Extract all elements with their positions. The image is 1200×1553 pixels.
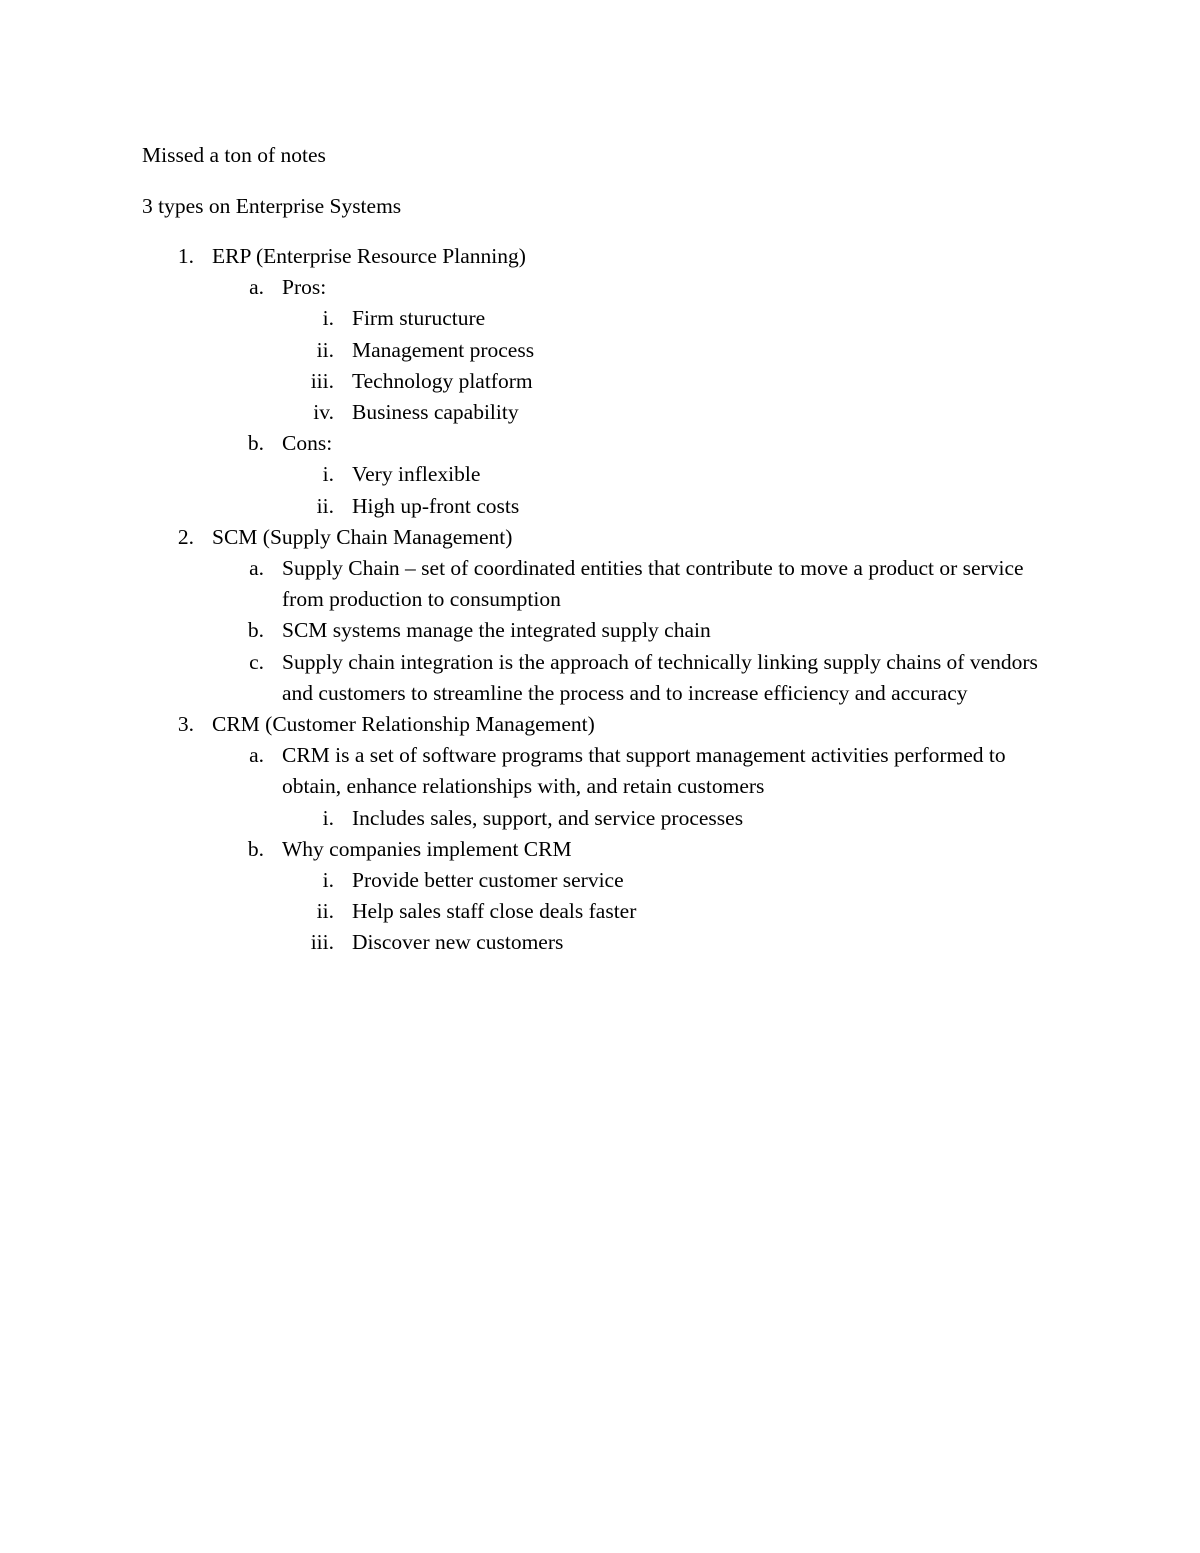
list-item: [0, 522, 1200, 553]
section-heading: 3 types on Enterprise Systems: [142, 194, 402, 218]
list-item: [0, 553, 1200, 615]
list-marker: 1.: [177, 244, 194, 268]
list-item: [0, 740, 1200, 802]
list-item-text: Technology platform: [352, 368, 533, 393]
list-marker: a.: [249, 275, 264, 300]
list-item: [0, 615, 1200, 646]
list-marker: i.: [322, 805, 334, 830]
list-marker: ii.: [316, 493, 334, 518]
list-item-text: Provide better customer service: [352, 868, 624, 893]
list-item: [0, 303, 1200, 334]
list-marker: ii.: [316, 337, 334, 362]
list-item: [0, 709, 1200, 740]
list-item-text: SCM systems manage the integrated supply chain: [282, 618, 711, 643]
list-item-text: Supply chain integration is the approach of technically linking supply chains of vendors and customers to streamline the process and to increase efficiency and accuracy: [282, 649, 1038, 705]
list-item-text: SCM (Supply Chain Management): [212, 524, 513, 549]
list-item-text: High up-front costs: [352, 493, 520, 518]
list-item: [0, 647, 1200, 709]
list-item-text: Firm sturucture: [352, 306, 486, 331]
list-marker: b.: [247, 431, 264, 456]
list-item-text: Cons:: [282, 431, 333, 456]
list-marker: b.: [247, 618, 264, 643]
list-item-text: Supply Chain – set of coordinated entities that contribute to move a product or service from production to consumption: [282, 556, 1024, 612]
list-item-text: Management process: [352, 337, 535, 362]
list-item: [0, 491, 1200, 522]
list-item: [0, 272, 1200, 303]
list-item: [0, 803, 1200, 834]
list-marker: c.: [249, 649, 264, 674]
list-marker: i.: [322, 306, 334, 331]
note-paragraph: Missed a ton of notes: [142, 143, 326, 167]
list-marker: 2.: [177, 524, 194, 549]
list-item-text: Discover new customers: [352, 930, 564, 955]
list-marker: iii.: [310, 368, 334, 393]
list-item-text: CRM is a set of software programs that support management activities performed to obtain, enhance relationships with, and retain customers: [282, 743, 1006, 799]
list-marker: iv.: [313, 400, 334, 425]
list-item-text: Why companies implement CRM: [282, 836, 572, 861]
list-item-text: Business capability: [352, 400, 519, 425]
list-marker: a.: [249, 556, 264, 581]
list-item-text: CRM (Customer Relationship Management): [212, 712, 595, 737]
list-item: [0, 397, 1200, 428]
list-marker: iii.: [310, 930, 334, 955]
list-item: [0, 865, 1200, 896]
list-item: [0, 241, 1200, 272]
list-marker: ii.: [316, 899, 334, 924]
list-item: [0, 896, 1200, 927]
list-item: [0, 366, 1200, 397]
list-item: [0, 927, 1200, 958]
list-item: [0, 834, 1200, 865]
list-item-text: Pros:: [282, 275, 327, 300]
list-marker: a.: [249, 743, 264, 768]
list-item-text: ERP (Enterprise Resource Planning): [212, 244, 526, 268]
list-marker: i.: [322, 868, 334, 893]
list-item: [0, 428, 1200, 459]
list-item: [0, 459, 1200, 490]
list-marker: b.: [247, 836, 264, 861]
list-marker: 3.: [177, 712, 194, 737]
list-item-text: Very inflexible: [352, 462, 481, 487]
outline-list: [0, 241, 1200, 959]
list-item-text: Help sales staff close deals faster: [352, 899, 637, 924]
list-item: [0, 335, 1200, 366]
list-marker: i.: [322, 462, 334, 487]
list-item-text: Includes sales, support, and service processes: [352, 805, 744, 830]
